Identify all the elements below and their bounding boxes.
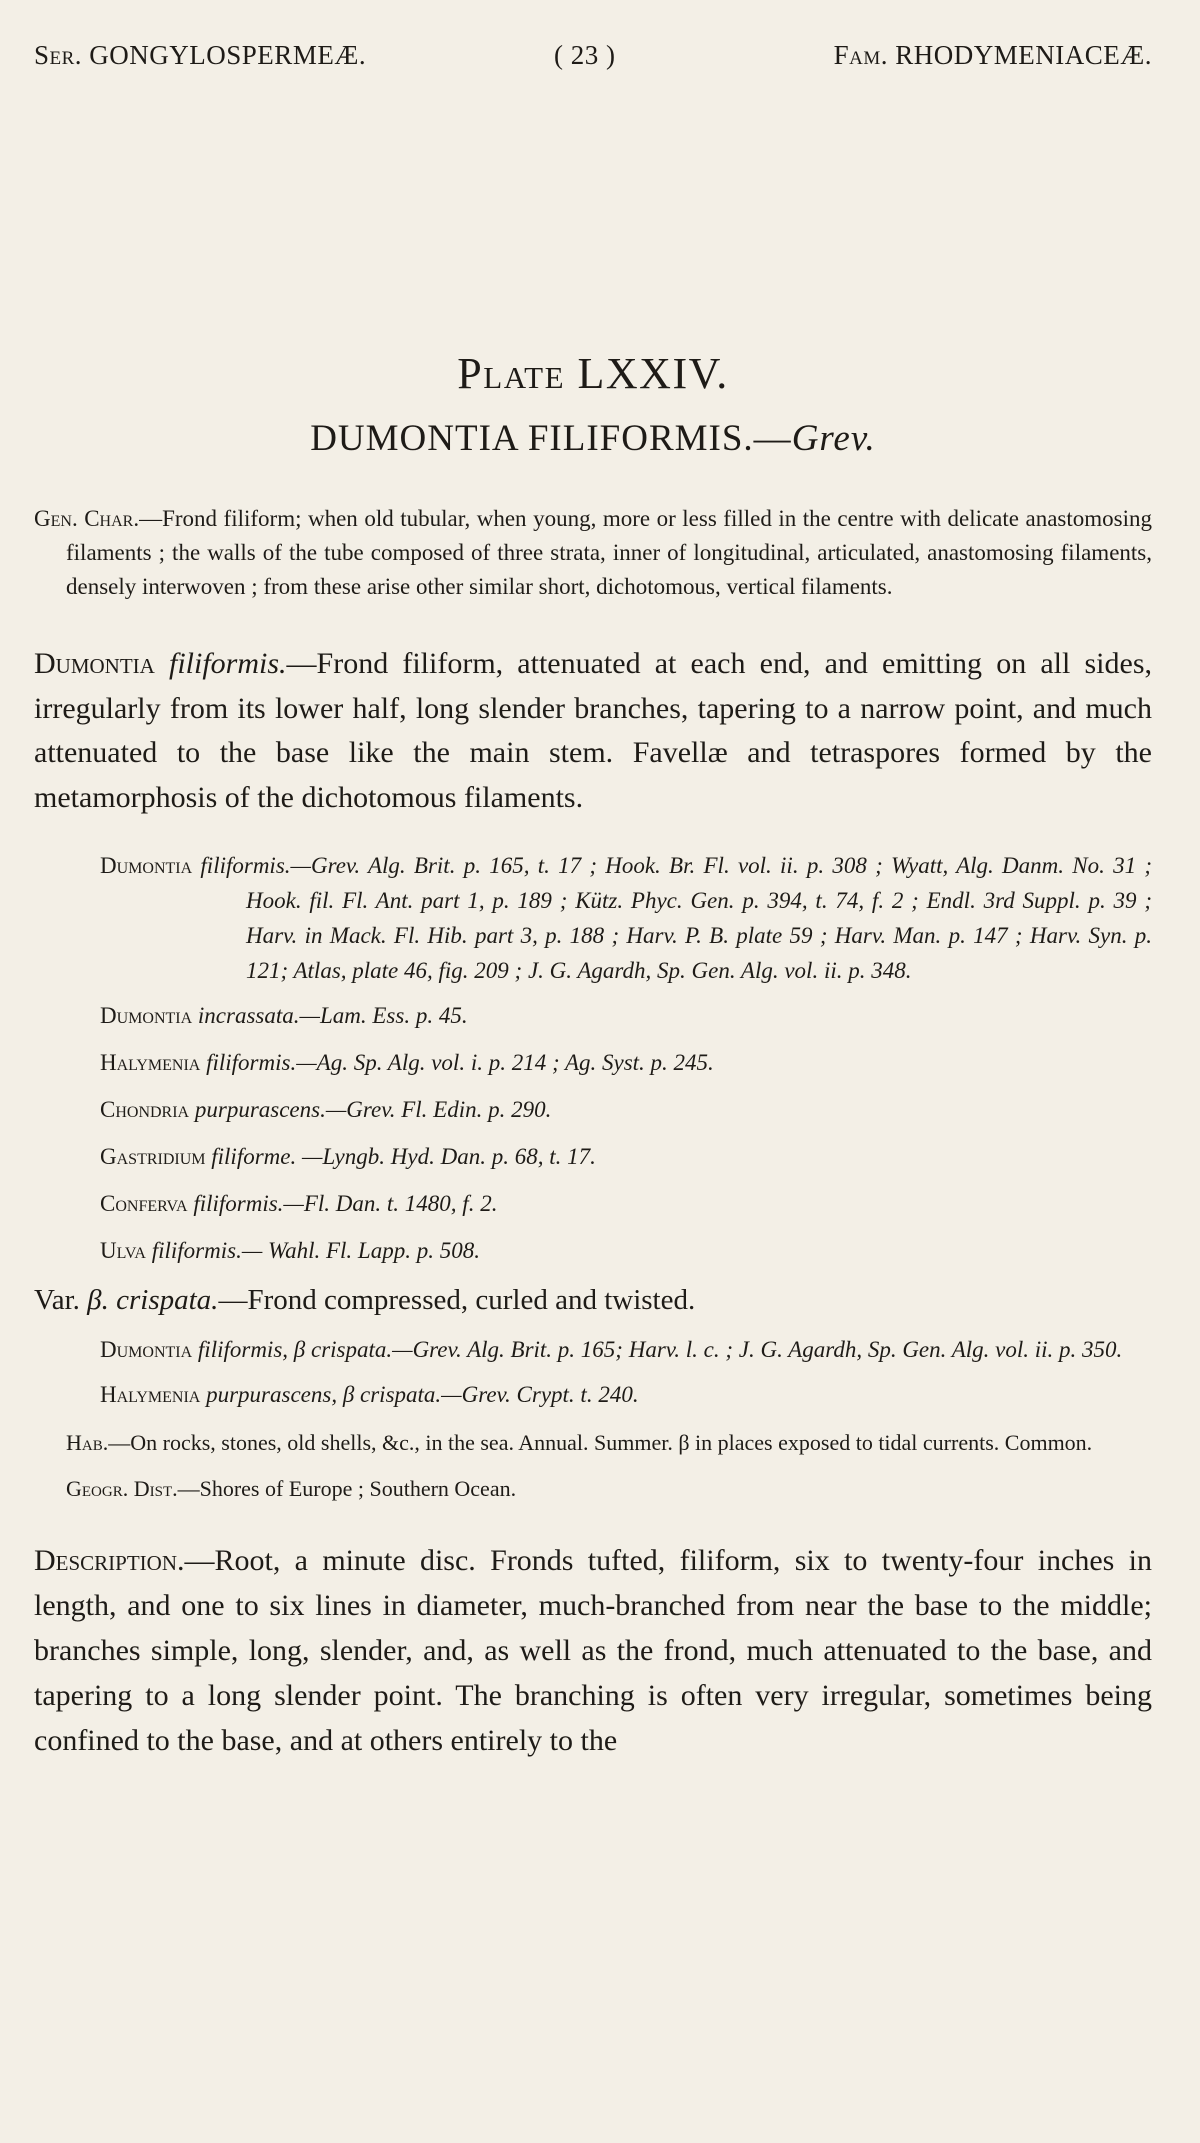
synonym-species: filiformis. bbox=[193, 1191, 284, 1216]
synonym-entry bbox=[34, 1139, 1152, 1174]
diagnosis-text: —Frond filiform, attenuated at each end, and emitting on all sides, irregularly from its lower half, long slender branches, tapering to a narrow point, and much attenuated to the base like the main stem. Favellæ and tetraspores formed by the metamorphosis of the dichotomous filaments. bbox=[34, 647, 1152, 814]
synonym-species: filiformis. bbox=[206, 1050, 297, 1075]
geographic-distribution bbox=[34, 1470, 1152, 1508]
synonym-citation: — Wahl. Fl. Lapp. p. 508. bbox=[241, 1238, 480, 1263]
synonym-entry bbox=[34, 998, 1152, 1033]
synonym-species: filiforme. bbox=[211, 1144, 297, 1169]
synonym-entry bbox=[34, 1332, 1152, 1367]
habitat-label: Hab. bbox=[66, 1430, 109, 1455]
synonym-species: purpurascens. bbox=[194, 1097, 326, 1122]
species-title bbox=[34, 417, 1152, 460]
variety-text: —Frond compressed, curled and twisted. bbox=[218, 1284, 696, 1316]
synonym-species: filiformis, β crispata. bbox=[197, 1337, 393, 1362]
synonym-genus: Conferva bbox=[100, 1191, 188, 1216]
generic-character bbox=[34, 502, 1152, 604]
species-name: DUMONTIA FILIFORMIS.— bbox=[310, 418, 792, 459]
synonym-genus: Halymenia bbox=[100, 1382, 201, 1407]
geography-label: Geogr. Dist. bbox=[66, 1476, 178, 1501]
synonym-entry bbox=[34, 1233, 1152, 1268]
synonym-species: incrassata. bbox=[197, 1003, 300, 1028]
synonym-citation: —Lam. Ess. p. 45. bbox=[299, 1003, 468, 1028]
synonym-species: purpurascens, β crispata. bbox=[206, 1382, 442, 1407]
description bbox=[34, 1538, 1152, 1763]
variety-synonym-list bbox=[34, 1332, 1152, 1412]
synonym-entry bbox=[34, 848, 1152, 988]
gen-char-label: Gen. Char. bbox=[34, 506, 140, 531]
species-diagnosis bbox=[34, 642, 1152, 820]
synonym-genus: Gastridium bbox=[100, 1144, 206, 1169]
synonym-citation: —Lyngb. Hyd. Dan. p. 68, t. 17. bbox=[296, 1144, 596, 1169]
header-family: Fam. RHODYMENIACEÆ. bbox=[833, 40, 1152, 70]
synonym-entry bbox=[34, 1045, 1152, 1080]
species-author: Grev. bbox=[791, 418, 876, 459]
synonym-species: filiformis. bbox=[200, 853, 291, 878]
habitat-text: —On rocks, stones, old shells, &c., in the sea. Annual. Summer. β in places exposed to tidal currents. Common. bbox=[108, 1430, 1093, 1455]
synonym-citation: —Grev. Fl. Edin. p. 290. bbox=[325, 1097, 552, 1122]
running-header bbox=[34, 40, 1152, 80]
synonym-genus: Chondria bbox=[100, 1097, 190, 1122]
synonym-genus: Dumontia bbox=[100, 1003, 193, 1028]
synonym-genus: Halymenia bbox=[100, 1050, 201, 1075]
diagnosis-species: filiformis. bbox=[168, 647, 287, 680]
geography-text: —Shores of Europe ; Southern Ocean. bbox=[177, 1476, 517, 1501]
plate-title: Plate LXXIV. bbox=[457, 349, 729, 398]
diagnosis-genus: Dumontia bbox=[34, 647, 155, 680]
synonym-citation: —Grev. Alg. Brit. p. 165; Harv. l. c. ; J. G. Agardh, Sp. Gen. Alg. vol. ii. p. 350. bbox=[392, 1337, 1123, 1362]
page-number: ( 23 ) bbox=[554, 40, 616, 70]
variety-line bbox=[34, 1280, 1152, 1320]
synonym-citation: —Grev. Crypt. t. 240. bbox=[441, 1382, 639, 1407]
synonym-species: filiformis. bbox=[151, 1238, 242, 1263]
variety-label: Var. bbox=[34, 1284, 80, 1316]
synonym-genus: Ulva bbox=[100, 1238, 146, 1263]
synonym-entry bbox=[34, 1377, 1152, 1412]
synonym-citation: —Fl. Dan. t. 1480, f. 2. bbox=[283, 1191, 498, 1216]
synonym-citation: —Grev. Alg. Brit. p. 165, t. 17 ; Hook. Br. Fl. vol. ii. p. 308 ; Wyatt, Alg. Danm. No. 31 ; Hook. fil. Fl. Ant. part 1, p. 189 ; Kütz. Phyc. Gen. p. 394, t. 74, f. 2 ; Endl. 3rd Suppl. p. 39 ; Harv. in Mack. Fl. Hib. part 3, p. 188 ; Harv. P. B. plate 59 ; Harv. Man. p. 147 ; Harv. Syn. p. 121; Atlas, plate 46, fig. 209 ; J. G. Agardh, Sp. Gen. Alg. vol. ii. p. 348. bbox=[246, 853, 1152, 983]
description-text: —Root, a minute disc. Fronds tufted, filiform, six to twenty-four inches in length, and one to six lines in diameter, much-branched from near the base to the middle; branches simple, long, slender, and, as well as the frond, much attenuated to the base, and tapering to a long slender point. The branching is often very irregular, sometimes being confined to the base, and at others entirely to the bbox=[34, 1544, 1152, 1757]
header-series: Ser. GONGYLOSPERMEÆ. bbox=[34, 40, 367, 70]
synonym-citation: —Ag. Sp. Alg. vol. i. p. 214 ; Ag. Syst. p. 245. bbox=[296, 1050, 714, 1075]
synonym-genus: Dumontia bbox=[100, 1337, 193, 1362]
habitat bbox=[34, 1424, 1152, 1462]
description-label: Description. bbox=[34, 1544, 185, 1577]
synonym-genus: Dumontia bbox=[100, 853, 193, 878]
synonym-entry bbox=[34, 1186, 1152, 1221]
variety-name: β. crispata. bbox=[87, 1284, 219, 1316]
synonym-list bbox=[34, 848, 1152, 1268]
synonym-entry bbox=[34, 1092, 1152, 1127]
gen-char-text: —Frond filiform; when old tubular, when young, more or less filled in the centre with delicate anastomosing filaments ; the walls of the tube composed of three strata, inner of longitudinal, articulated, anastomosing filaments, densely interwoven ; from these arise other similar short, dichotomous, vertical filaments. bbox=[66, 506, 1152, 599]
